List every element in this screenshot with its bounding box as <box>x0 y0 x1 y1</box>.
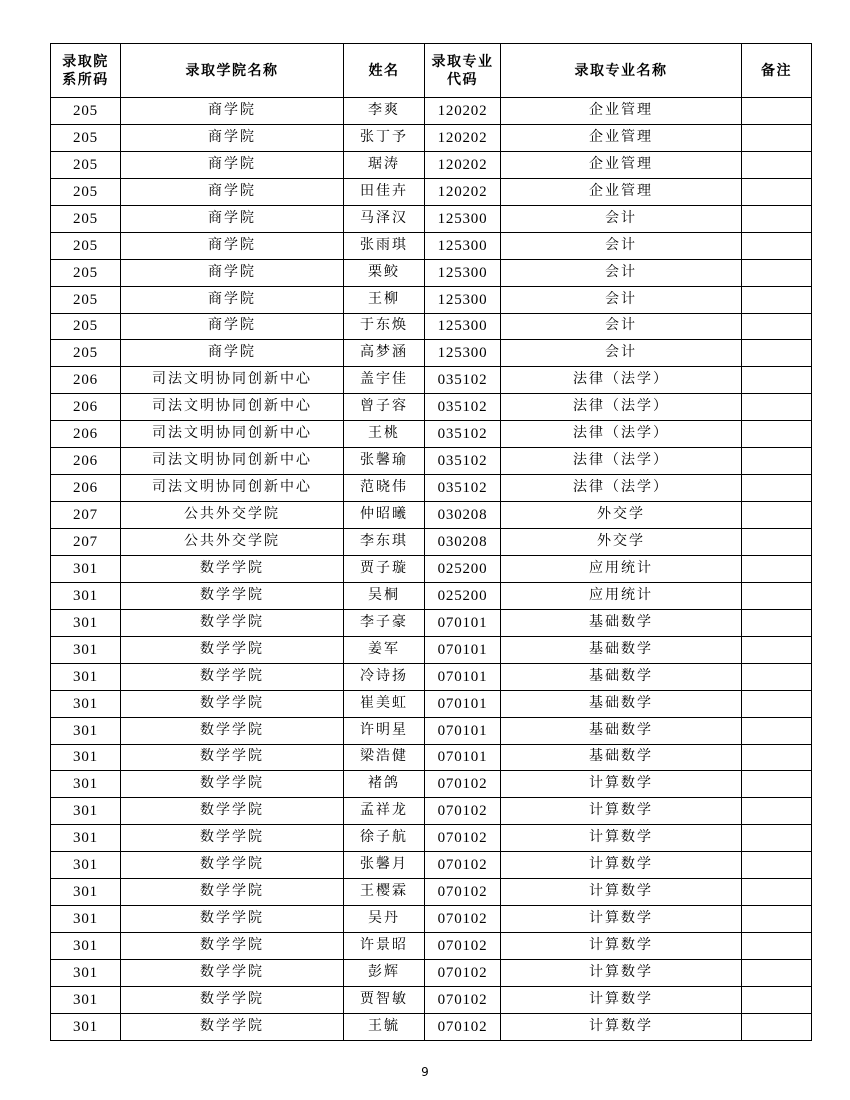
cell-student-name: 王毓 <box>344 1013 425 1040</box>
cell-college-name: 商学院 <box>121 313 344 340</box>
cell-major-code: 070101 <box>425 636 501 663</box>
cell-major-code: 070102 <box>425 933 501 960</box>
cell-college-name: 商学院 <box>121 340 344 367</box>
cell-student-name: 李爽 <box>344 98 425 125</box>
table-row <box>51 582 812 609</box>
cell-college-name: 司法文明协同创新中心 <box>121 394 344 421</box>
cell-student-name: 琚涛 <box>344 151 425 178</box>
cell-note <box>742 448 812 475</box>
cell-dept-code: 205 <box>51 232 121 259</box>
cell-student-name: 许景昭 <box>344 933 425 960</box>
cell-college-name: 数学学院 <box>121 690 344 717</box>
cell-major-name: 法律（法学） <box>501 448 742 475</box>
cell-college-name: 数学学院 <box>121 663 344 690</box>
cell-student-name: 彭辉 <box>344 960 425 987</box>
cell-major-name: 计算数学 <box>501 1013 742 1040</box>
cell-note <box>742 690 812 717</box>
cell-major-code: 035102 <box>425 448 501 475</box>
cell-student-name: 崔美虹 <box>344 690 425 717</box>
cell-major-code: 125300 <box>425 259 501 286</box>
cell-note <box>742 798 812 825</box>
cell-major-name: 会计 <box>501 205 742 232</box>
cell-dept-code: 205 <box>51 124 121 151</box>
table-row <box>51 475 812 502</box>
cell-dept-code: 205 <box>51 340 121 367</box>
cell-major-code: 035102 <box>425 421 501 448</box>
header-major-code: 录取专业 代码 <box>425 44 501 98</box>
admission-table <box>50 43 812 1041</box>
cell-college-name: 公共外交学院 <box>121 502 344 529</box>
cell-college-name: 司法文明协同创新中心 <box>121 367 344 394</box>
cell-student-name: 褚鸽 <box>344 771 425 798</box>
cell-dept-code: 205 <box>51 286 121 313</box>
cell-note <box>742 286 812 313</box>
table-row <box>51 178 812 205</box>
cell-dept-code: 205 <box>51 98 121 125</box>
table-row <box>51 421 812 448</box>
cell-major-name: 计算数学 <box>501 825 742 852</box>
cell-major-code: 070101 <box>425 609 501 636</box>
cell-dept-code: 301 <box>51 555 121 582</box>
cell-major-code: 120202 <box>425 151 501 178</box>
cell-college-name: 数学学院 <box>121 960 344 987</box>
cell-major-code: 070102 <box>425 986 501 1013</box>
cell-note <box>742 960 812 987</box>
cell-dept-code: 301 <box>51 879 121 906</box>
cell-college-name: 商学院 <box>121 178 344 205</box>
cell-dept-code: 301 <box>51 690 121 717</box>
cell-major-name: 法律（法学） <box>501 421 742 448</box>
cell-note <box>742 178 812 205</box>
cell-dept-code: 205 <box>51 151 121 178</box>
cell-dept-code: 206 <box>51 475 121 502</box>
table-header <box>51 44 812 98</box>
cell-student-name: 李东琪 <box>344 529 425 556</box>
cell-major-code: 070101 <box>425 717 501 744</box>
cell-student-name: 徐子航 <box>344 825 425 852</box>
table-row <box>51 98 812 125</box>
header-college-name: 录取学院名称 <box>121 44 344 98</box>
table-row <box>51 960 812 987</box>
cell-college-name: 公共外交学院 <box>121 529 344 556</box>
cell-student-name: 范晓伟 <box>344 475 425 502</box>
cell-student-name: 田佳卉 <box>344 178 425 205</box>
cell-college-name: 司法文明协同创新中心 <box>121 475 344 502</box>
cell-major-code: 120202 <box>425 124 501 151</box>
cell-college-name: 商学院 <box>121 98 344 125</box>
cell-student-name: 仲昭曦 <box>344 502 425 529</box>
table-row <box>51 286 812 313</box>
table-row <box>51 448 812 475</box>
cell-college-name: 数学学院 <box>121 582 344 609</box>
cell-college-name: 数学学院 <box>121 825 344 852</box>
cell-major-code: 030208 <box>425 529 501 556</box>
cell-college-name: 数学学院 <box>121 636 344 663</box>
table-row <box>51 852 812 879</box>
table-row <box>51 771 812 798</box>
cell-college-name: 商学院 <box>121 124 344 151</box>
cell-note <box>742 717 812 744</box>
cell-college-name: 司法文明协同创新中心 <box>121 421 344 448</box>
table-row <box>51 313 812 340</box>
header-row <box>51 44 812 98</box>
cell-college-name: 数学学院 <box>121 906 344 933</box>
cell-dept-code: 205 <box>51 313 121 340</box>
cell-note <box>742 313 812 340</box>
cell-college-name: 司法文明协同创新中心 <box>121 448 344 475</box>
cell-major-name: 企业管理 <box>501 178 742 205</box>
table-row <box>51 906 812 933</box>
cell-student-name: 曾子容 <box>344 394 425 421</box>
cell-dept-code: 301 <box>51 960 121 987</box>
cell-major-name: 会计 <box>501 232 742 259</box>
cell-major-name: 外交学 <box>501 502 742 529</box>
cell-major-name: 应用统计 <box>501 555 742 582</box>
cell-major-name: 企业管理 <box>501 98 742 125</box>
cell-student-name: 梁浩健 <box>344 744 425 771</box>
cell-major-name: 企业管理 <box>501 151 742 178</box>
cell-major-code: 035102 <box>425 394 501 421</box>
cell-major-code: 070102 <box>425 1013 501 1040</box>
cell-dept-code: 301 <box>51 933 121 960</box>
cell-student-name: 姜军 <box>344 636 425 663</box>
cell-major-code: 125300 <box>425 286 501 313</box>
table-row <box>51 690 812 717</box>
cell-dept-code: 301 <box>51 636 121 663</box>
table-row <box>51 1013 812 1040</box>
table-row <box>51 825 812 852</box>
cell-note <box>742 205 812 232</box>
table-row <box>51 367 812 394</box>
cell-note <box>742 151 812 178</box>
cell-note <box>742 367 812 394</box>
cell-student-name: 张丁予 <box>344 124 425 151</box>
cell-major-code: 125300 <box>425 232 501 259</box>
table-row <box>51 232 812 259</box>
cell-note <box>742 636 812 663</box>
cell-dept-code: 207 <box>51 529 121 556</box>
cell-major-name: 基础数学 <box>501 636 742 663</box>
cell-note <box>742 825 812 852</box>
cell-dept-code: 301 <box>51 663 121 690</box>
table-row <box>51 259 812 286</box>
cell-major-name: 计算数学 <box>501 933 742 960</box>
cell-dept-code: 301 <box>51 771 121 798</box>
cell-major-code: 025200 <box>425 582 501 609</box>
header-note: 备注 <box>742 44 812 98</box>
cell-student-name: 高梦涵 <box>344 340 425 367</box>
cell-student-name: 张雨琪 <box>344 232 425 259</box>
cell-dept-code: 301 <box>51 717 121 744</box>
cell-note <box>742 609 812 636</box>
cell-dept-code: 205 <box>51 259 121 286</box>
cell-note <box>742 771 812 798</box>
cell-major-code: 070102 <box>425 960 501 987</box>
table-row <box>51 879 812 906</box>
cell-dept-code: 301 <box>51 852 121 879</box>
table-row <box>51 717 812 744</box>
header-student-name: 姓名 <box>344 44 425 98</box>
cell-college-name: 数学学院 <box>121 744 344 771</box>
cell-major-name: 法律（法学） <box>501 475 742 502</box>
cell-major-name: 会计 <box>501 286 742 313</box>
cell-major-name: 基础数学 <box>501 744 742 771</box>
cell-student-name: 王樱霖 <box>344 879 425 906</box>
cell-note <box>742 555 812 582</box>
cell-college-name: 数学学院 <box>121 879 344 906</box>
table-row <box>51 663 812 690</box>
cell-major-name: 会计 <box>501 313 742 340</box>
cell-note <box>742 582 812 609</box>
cell-note <box>742 475 812 502</box>
cell-college-name: 数学学院 <box>121 609 344 636</box>
cell-note <box>742 394 812 421</box>
cell-note <box>742 933 812 960</box>
cell-dept-code: 301 <box>51 1013 121 1040</box>
cell-college-name: 商学院 <box>121 151 344 178</box>
cell-college-name: 数学学院 <box>121 852 344 879</box>
cell-note <box>742 529 812 556</box>
cell-student-name: 马泽汉 <box>344 205 425 232</box>
cell-major-name: 计算数学 <box>501 852 742 879</box>
cell-dept-code: 206 <box>51 448 121 475</box>
cell-note <box>742 663 812 690</box>
header-major-name: 录取专业名称 <box>501 44 742 98</box>
cell-major-code: 070102 <box>425 879 501 906</box>
cell-major-name: 计算数学 <box>501 879 742 906</box>
cell-major-code: 035102 <box>425 367 501 394</box>
table-row <box>51 798 812 825</box>
cell-dept-code: 205 <box>51 205 121 232</box>
cell-major-code: 120202 <box>425 98 501 125</box>
cell-major-code: 070101 <box>425 663 501 690</box>
cell-note <box>742 259 812 286</box>
cell-major-name: 计算数学 <box>501 986 742 1013</box>
table-row <box>51 933 812 960</box>
cell-dept-code: 301 <box>51 744 121 771</box>
cell-dept-code: 301 <box>51 986 121 1013</box>
cell-major-code: 025200 <box>425 555 501 582</box>
cell-college-name: 商学院 <box>121 286 344 313</box>
cell-student-name: 盖宇佳 <box>344 367 425 394</box>
cell-major-name: 法律（法学） <box>501 367 742 394</box>
cell-major-name: 计算数学 <box>501 960 742 987</box>
table-row <box>51 502 812 529</box>
cell-student-name: 张馨瑜 <box>344 448 425 475</box>
table-row <box>51 394 812 421</box>
cell-note <box>742 852 812 879</box>
cell-major-name: 基础数学 <box>501 609 742 636</box>
cell-dept-code: 301 <box>51 906 121 933</box>
table-row <box>51 124 812 151</box>
cell-student-name: 贾子璇 <box>344 555 425 582</box>
cell-major-code: 035102 <box>425 475 501 502</box>
cell-note <box>742 879 812 906</box>
cell-major-name: 基础数学 <box>501 663 742 690</box>
cell-note <box>742 502 812 529</box>
cell-college-name: 数学学院 <box>121 798 344 825</box>
cell-student-name: 吴丹 <box>344 906 425 933</box>
cell-major-name: 会计 <box>501 340 742 367</box>
table-row <box>51 555 812 582</box>
cell-college-name: 数学学院 <box>121 986 344 1013</box>
cell-note <box>742 986 812 1013</box>
cell-note <box>742 232 812 259</box>
cell-major-name: 计算数学 <box>501 771 742 798</box>
cell-major-name: 基础数学 <box>501 690 742 717</box>
cell-major-code: 070101 <box>425 744 501 771</box>
header-dept-code: 录取院 系所码 <box>51 44 121 98</box>
cell-note <box>742 1013 812 1040</box>
cell-college-name: 商学院 <box>121 205 344 232</box>
cell-student-name: 冷诗扬 <box>344 663 425 690</box>
cell-note <box>742 744 812 771</box>
cell-major-code: 120202 <box>425 178 501 205</box>
cell-college-name: 商学院 <box>121 259 344 286</box>
cell-major-name: 应用统计 <box>501 582 742 609</box>
cell-major-name: 企业管理 <box>501 124 742 151</box>
cell-college-name: 数学学院 <box>121 771 344 798</box>
cell-major-code: 070102 <box>425 771 501 798</box>
cell-dept-code: 301 <box>51 798 121 825</box>
cell-student-name: 张馨月 <box>344 852 425 879</box>
table-body <box>51 98 812 1041</box>
cell-note <box>742 98 812 125</box>
cell-note <box>742 124 812 151</box>
cell-student-name: 王柳 <box>344 286 425 313</box>
table-row <box>51 986 812 1013</box>
cell-major-code: 125300 <box>425 205 501 232</box>
cell-major-name: 计算数学 <box>501 906 742 933</box>
cell-major-code: 070102 <box>425 825 501 852</box>
table-row <box>51 744 812 771</box>
cell-dept-code: 301 <box>51 609 121 636</box>
cell-student-name: 王桃 <box>344 421 425 448</box>
cell-dept-code: 205 <box>51 178 121 205</box>
cell-dept-code: 301 <box>51 825 121 852</box>
table-row <box>51 529 812 556</box>
cell-college-name: 商学院 <box>121 232 344 259</box>
cell-college-name: 数学学院 <box>121 555 344 582</box>
cell-student-name: 栗鲛 <box>344 259 425 286</box>
cell-major-code: 030208 <box>425 502 501 529</box>
table-row <box>51 151 812 178</box>
cell-note <box>742 906 812 933</box>
cell-student-name: 贾智敏 <box>344 986 425 1013</box>
cell-college-name: 数学学院 <box>121 933 344 960</box>
cell-student-name: 许明星 <box>344 717 425 744</box>
cell-student-name: 于东焕 <box>344 313 425 340</box>
page-number: 9 <box>421 1065 429 1079</box>
cell-student-name: 孟祥龙 <box>344 798 425 825</box>
cell-major-code: 070102 <box>425 906 501 933</box>
cell-dept-code: 207 <box>51 502 121 529</box>
cell-major-code: 070101 <box>425 690 501 717</box>
table-row <box>51 205 812 232</box>
cell-major-name: 计算数学 <box>501 798 742 825</box>
cell-dept-code: 301 <box>51 582 121 609</box>
cell-note <box>742 421 812 448</box>
cell-major-code: 125300 <box>425 340 501 367</box>
cell-note <box>742 340 812 367</box>
table-row <box>51 340 812 367</box>
cell-college-name: 数学学院 <box>121 717 344 744</box>
cell-major-name: 外交学 <box>501 529 742 556</box>
cell-major-name: 法律（法学） <box>501 394 742 421</box>
cell-major-code: 070102 <box>425 852 501 879</box>
cell-dept-code: 206 <box>51 367 121 394</box>
cell-major-code: 125300 <box>425 313 501 340</box>
cell-college-name: 数学学院 <box>121 1013 344 1040</box>
cell-dept-code: 206 <box>51 394 121 421</box>
cell-major-code: 070102 <box>425 798 501 825</box>
cell-major-name: 会计 <box>501 259 742 286</box>
table-row <box>51 609 812 636</box>
cell-major-name: 基础数学 <box>501 717 742 744</box>
table-row <box>51 636 812 663</box>
cell-student-name: 李子豪 <box>344 609 425 636</box>
cell-dept-code: 206 <box>51 421 121 448</box>
cell-student-name: 吴桐 <box>344 582 425 609</box>
